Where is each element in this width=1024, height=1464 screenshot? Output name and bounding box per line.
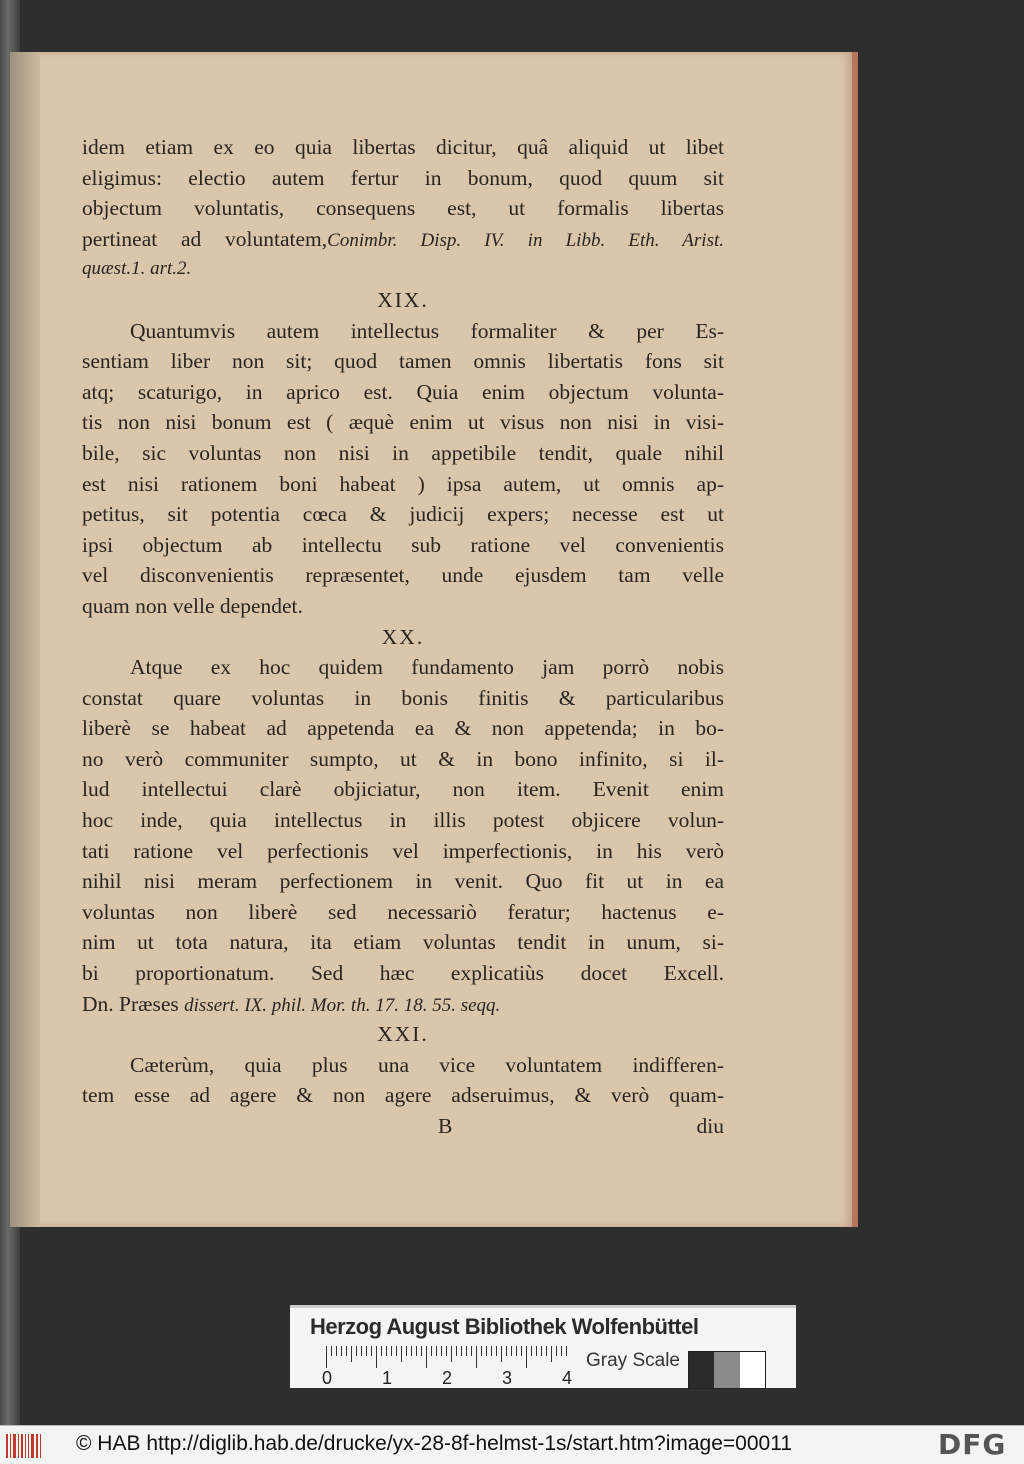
ruler-tick bbox=[411, 1346, 412, 1356]
ruler-tick bbox=[456, 1346, 457, 1356]
ruler-number: 3 bbox=[502, 1368, 513, 1388]
ruler-tick bbox=[356, 1346, 357, 1356]
barcode-bar bbox=[28, 1434, 29, 1458]
text-line: petitus, sit potentia cœca & judicij expers; necesse est ut bbox=[82, 502, 724, 527]
ruler-tick bbox=[426, 1346, 427, 1368]
text-line: voluntas non liberè sed necessariò feratur; hactenus e- bbox=[82, 899, 724, 924]
text-fragment: pertineat ad voluntatem, bbox=[82, 226, 328, 251]
ruler-tick bbox=[501, 1346, 502, 1362]
ruler-tick bbox=[346, 1346, 347, 1356]
text-line: hoc inde, quia intellectus in illis potest objicere volun- bbox=[82, 808, 724, 833]
ruler-tick bbox=[476, 1346, 477, 1368]
ruler-tick bbox=[381, 1346, 382, 1356]
text-line: no verò communiter sumpto, ut & in bono infinito, si il- bbox=[82, 746, 724, 771]
text-line: tati ratione vel perfectionis vel imperfectionis, in his verò bbox=[82, 838, 724, 863]
text-line: bi proportionatum. Sed hæc explicatiùs docet Excell. bbox=[82, 961, 724, 986]
ruler-tick bbox=[401, 1346, 402, 1362]
ruler-tick bbox=[421, 1346, 422, 1356]
text-line: Cæterùm, quia plus una vice voluntatem indifferen- bbox=[130, 1052, 724, 1077]
text-line: quæst.1. art.2. bbox=[82, 258, 192, 280]
text-line: nihil nisi meram perfectionem in venit. Quo fit ut in ea bbox=[82, 869, 724, 894]
barcode-bar bbox=[21, 1434, 23, 1458]
text-line: est nisi rationem boni habeat ) ipsa autem, ut omnis ap- bbox=[82, 471, 724, 496]
ruler-number: 0 bbox=[322, 1368, 333, 1388]
ruler-tick bbox=[511, 1346, 512, 1356]
citation-conimbricenses: Conimbr. Disp. IV. in Libb. Eth. Arist. bbox=[327, 229, 724, 251]
ruler-tick bbox=[341, 1346, 342, 1356]
ruler-tick bbox=[431, 1346, 432, 1356]
barcode-bar bbox=[40, 1434, 41, 1458]
text-line: objectum voluntatis, consequens est, ut formalis libertas bbox=[82, 196, 724, 221]
section-heading-xix: XIX. bbox=[377, 287, 429, 312]
text-line: lud intellectui clarè objiciatur, non item. Evenit enim bbox=[82, 777, 724, 802]
ruler-tick bbox=[446, 1346, 447, 1356]
gray-scale-label: Gray Scale bbox=[586, 1350, 680, 1371]
section-heading-xxi: XXI. bbox=[377, 1022, 429, 1047]
barcode-icon bbox=[6, 1434, 46, 1458]
text-line: liberè se habeat ad appetenda ea & non appetenda; in bo- bbox=[82, 716, 724, 741]
ruler-tick bbox=[396, 1346, 397, 1356]
ruler-tick bbox=[371, 1346, 372, 1356]
barcode-bar bbox=[18, 1434, 19, 1458]
signature-mark: B bbox=[438, 1114, 453, 1138]
text-line: sentiam liber non sit; quod tamen omnis libertatis fons sit bbox=[82, 349, 724, 374]
barcode-bar bbox=[6, 1434, 8, 1458]
ruler-tick bbox=[566, 1346, 567, 1356]
page-footer bbox=[82, 1111, 724, 1145]
text-line: quam non velle dependet. bbox=[82, 593, 303, 618]
ruler-tick bbox=[561, 1346, 562, 1356]
text-line bbox=[82, 224, 724, 255]
text-line: Quantumvis autem intellectus formaliter & per Es- bbox=[130, 318, 724, 343]
ruler-number: 1 bbox=[382, 1368, 393, 1388]
text-line bbox=[82, 989, 724, 1020]
barcode-bar bbox=[25, 1434, 26, 1458]
barcode-bar bbox=[10, 1434, 11, 1458]
barcode-bar bbox=[36, 1434, 38, 1458]
ruler-tick bbox=[376, 1346, 377, 1368]
text-line: bile, sic voluntas non nisi in appetibile tendit, quale nihil bbox=[82, 440, 724, 465]
text-line: idem etiam ex eo quia libertas dicitur, quâ aliquid ut libet bbox=[82, 135, 724, 159]
ruler-tick bbox=[516, 1346, 517, 1356]
text-fragment: Dn. Præses bbox=[82, 991, 179, 1016]
swatch-mid bbox=[714, 1352, 739, 1388]
ruler-tick bbox=[366, 1346, 367, 1356]
barcode-bar bbox=[13, 1434, 16, 1458]
ruler-number: 2 bbox=[442, 1368, 453, 1388]
text-line: Atque ex hoc quidem fundamento jam porrò nobis bbox=[130, 655, 724, 680]
ruler-tick bbox=[536, 1346, 537, 1356]
catchword: diu bbox=[696, 1114, 724, 1138]
text-line: eligimus: electio autem fertur in bonum, quod quum sit bbox=[82, 165, 724, 190]
color-calibration-card bbox=[290, 1305, 796, 1388]
source-url-link[interactable]: © HAB http://diglib.hab.de/drucke/yx-28-8f-helmst-1s/start.htm?image=00011 bbox=[76, 1432, 793, 1455]
ruler-tick bbox=[496, 1346, 497, 1356]
text-line: ipsi objectum ab intellectu sub ratione vel convenientis bbox=[82, 532, 724, 557]
ruler-tick bbox=[546, 1346, 547, 1356]
ruler-tick bbox=[541, 1346, 542, 1356]
ruler-tick bbox=[461, 1346, 462, 1356]
ruler-tick bbox=[386, 1346, 387, 1356]
viewer-footer bbox=[0, 1425, 1024, 1464]
ruler-tick bbox=[521, 1346, 522, 1356]
citation-dissertatio: dissert. IX. phil. Mor. th. 17. 18. 55. seqq. bbox=[184, 994, 501, 1016]
ruler-tick bbox=[486, 1346, 487, 1356]
text-line: atq; scaturigo, in aprico est. Quia enim objectum volunta- bbox=[82, 379, 724, 404]
library-name: Herzog August Bibliothek Wolfenbüttel bbox=[310, 1314, 699, 1339]
ruler-tick bbox=[351, 1346, 352, 1362]
ruler-tick bbox=[441, 1346, 442, 1356]
ruler-tick bbox=[451, 1346, 452, 1362]
section-heading-xx: XX. bbox=[381, 624, 425, 649]
ruler-tick bbox=[466, 1346, 467, 1356]
text-line: vel disconvenientis repræsentet, unde ejusdem tam velle bbox=[82, 563, 724, 588]
ruler-tick bbox=[391, 1346, 392, 1356]
ruler-tick bbox=[556, 1346, 557, 1356]
scale-ruler bbox=[326, 1346, 568, 1368]
ruler-number: 4 bbox=[562, 1368, 573, 1388]
ruler-tick bbox=[416, 1346, 417, 1356]
ruler-tick bbox=[406, 1346, 407, 1356]
ruler-tick bbox=[336, 1346, 337, 1356]
dfg-logo: DFG bbox=[938, 1428, 1007, 1461]
ruler-tick bbox=[531, 1346, 532, 1356]
ruler-tick bbox=[551, 1346, 552, 1362]
ruler-tick bbox=[331, 1346, 332, 1356]
ruler-tick bbox=[526, 1346, 527, 1368]
page-text bbox=[82, 132, 724, 1145]
barcode-bar bbox=[31, 1434, 34, 1458]
ruler-tick bbox=[491, 1346, 492, 1356]
swatch-dark bbox=[689, 1352, 714, 1388]
ruler-tick bbox=[506, 1346, 507, 1356]
text-line: nim ut tota natura, ita etiam voluntas tendit in unum, si- bbox=[82, 930, 724, 955]
ruler-tick bbox=[481, 1346, 482, 1356]
text-line: tem esse ad agere & non agere adseruimus, & verò quam- bbox=[82, 1083, 724, 1108]
ruler-tick bbox=[361, 1346, 362, 1356]
swatch-light bbox=[740, 1352, 765, 1388]
ruler-tick bbox=[326, 1346, 327, 1368]
ruler-tick bbox=[436, 1346, 437, 1356]
text-line: constat quare voluntas in bonis finitis & particularibus bbox=[82, 685, 724, 710]
ruler-tick bbox=[471, 1346, 472, 1356]
page-gutter bbox=[10, 52, 40, 1227]
gray-swatches bbox=[688, 1351, 766, 1389]
text-line: tis non nisi bonum est ( æquè enim ut visus non nisi in visi- bbox=[82, 410, 724, 435]
